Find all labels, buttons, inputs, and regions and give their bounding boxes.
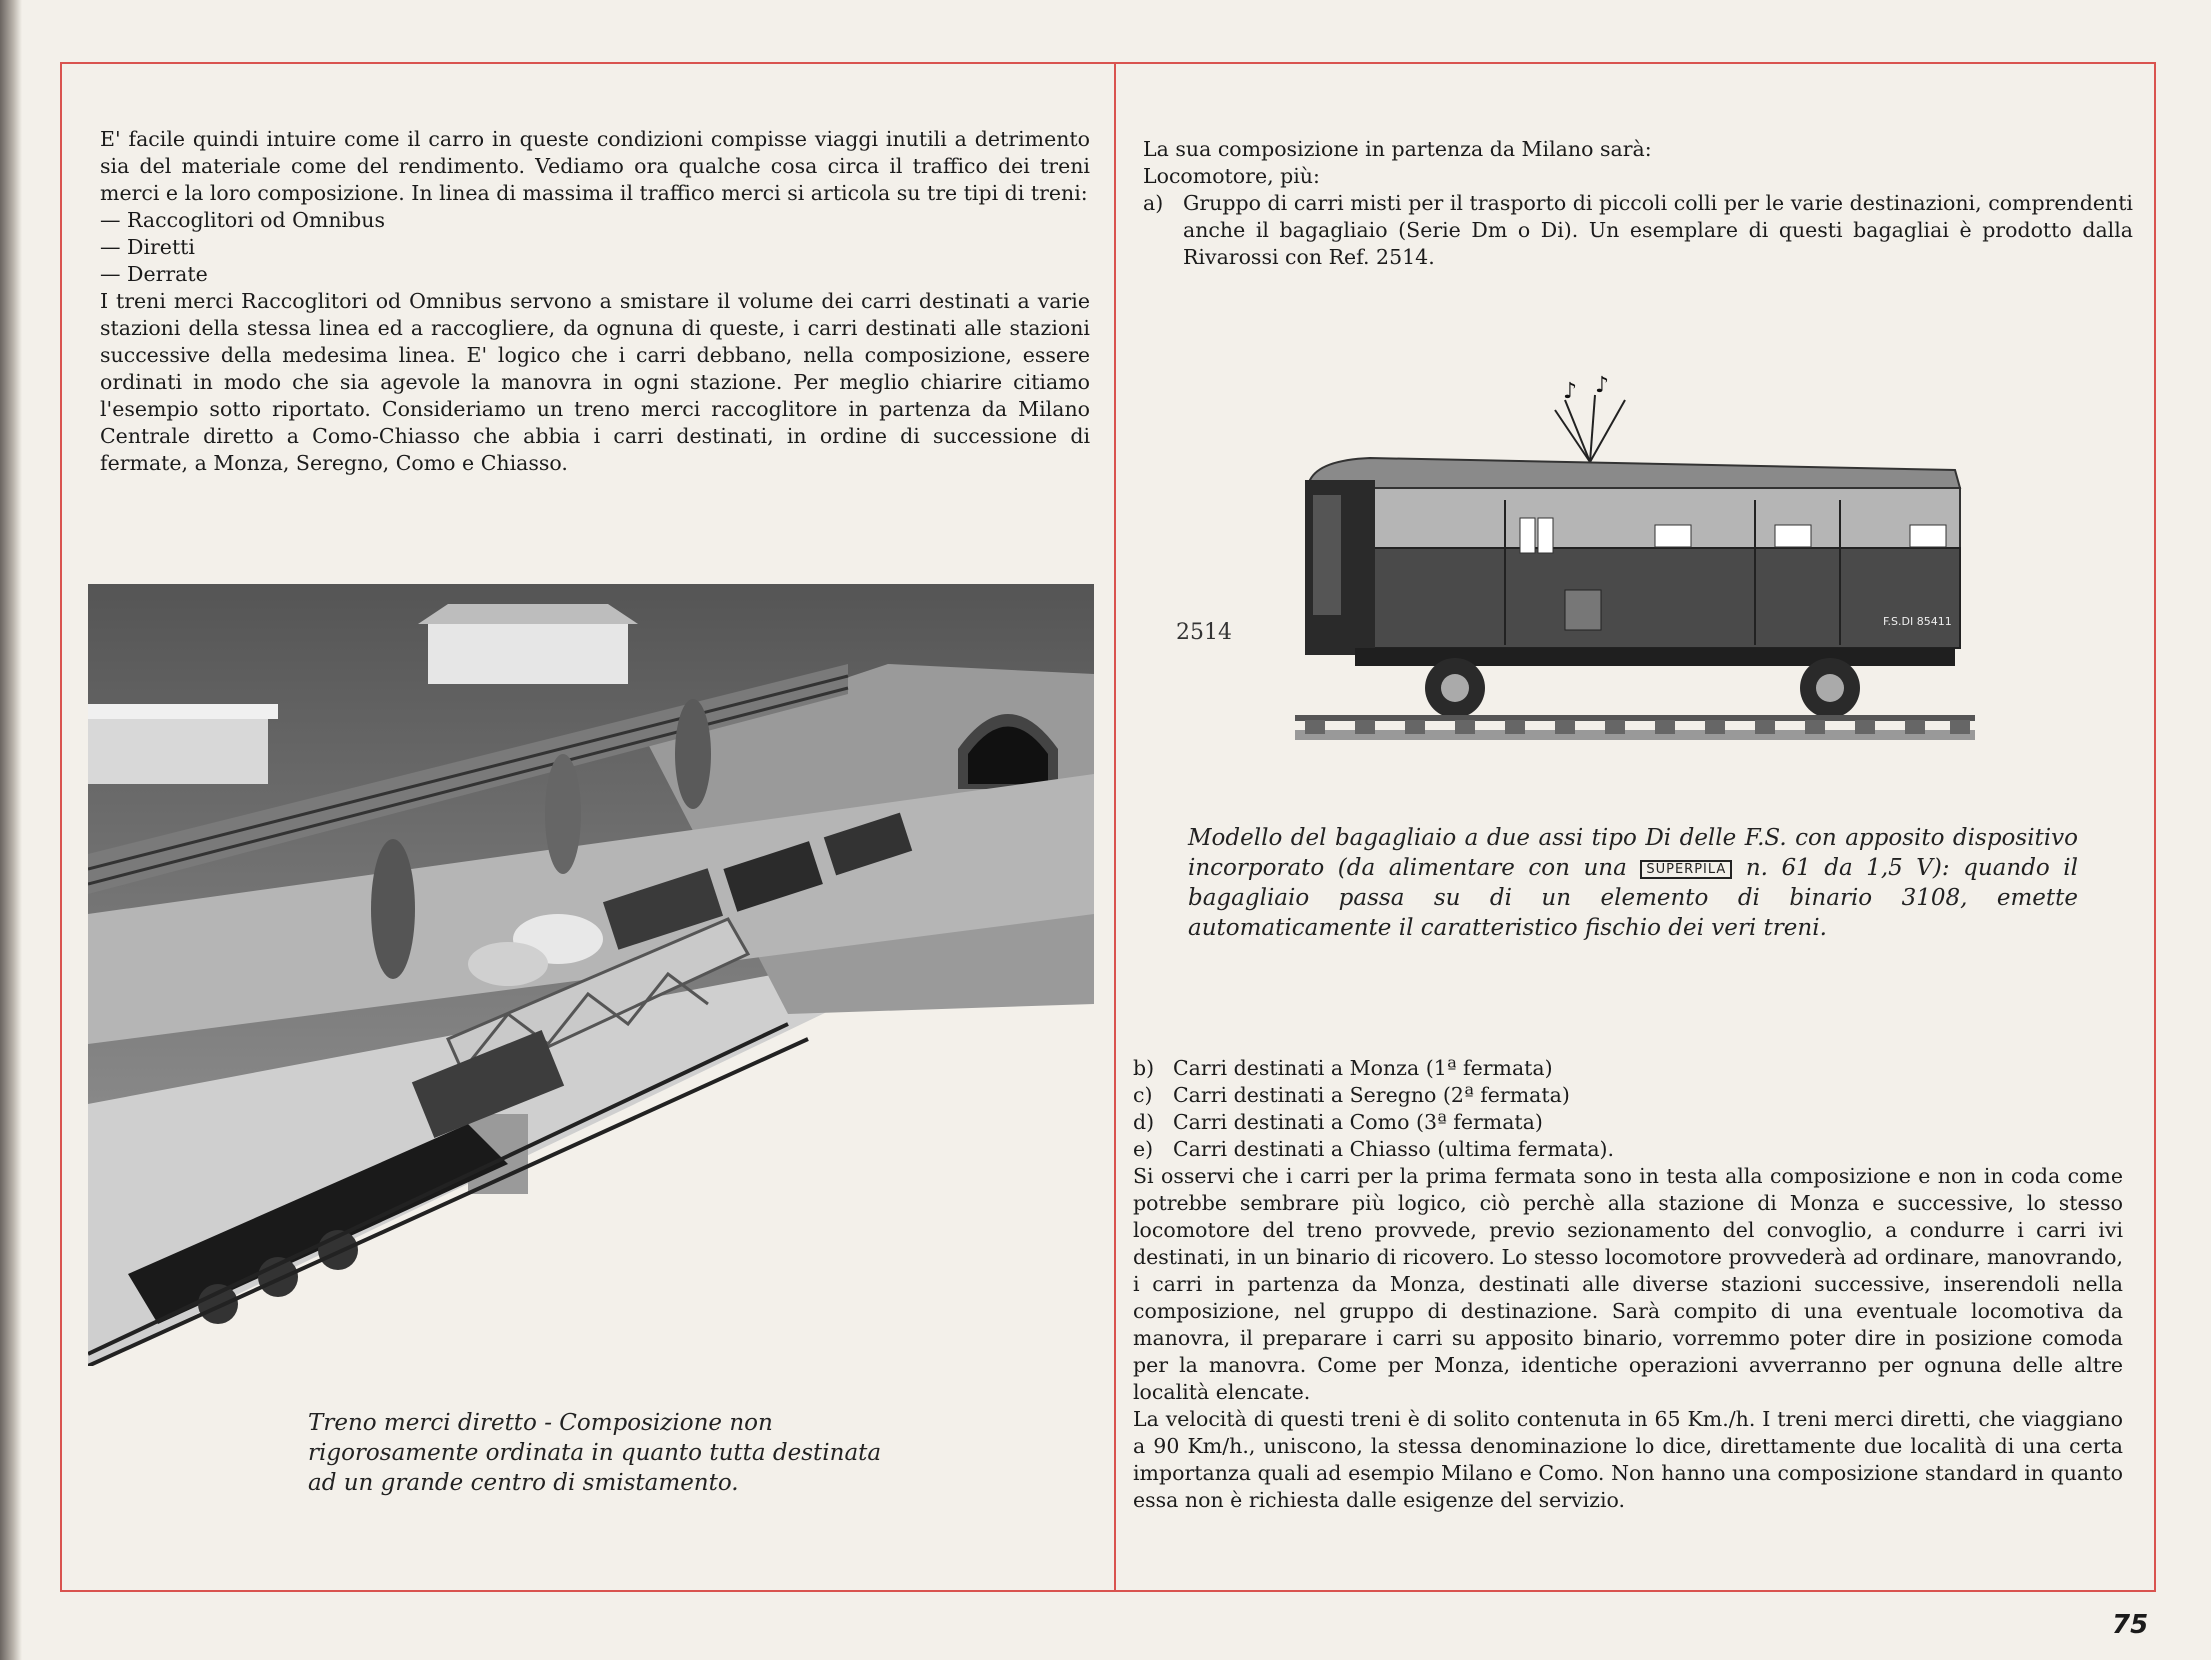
baggage-wagon-illustration <box>1295 370 1975 765</box>
page-binding-shadow <box>0 0 22 1660</box>
item-label: c) <box>1133 1083 1153 1107</box>
model-number: 2514 <box>1176 620 1232 645</box>
item-text: Carri destinati a Seregno (2ª fermata) <box>1173 1083 1570 1107</box>
maneuver-paragraph: Si osservi che i carri per la prima fermata sono in testa alla composizione e non in coda come potrebbe sembrare più logico, ciò perchè alla stazione di Monza e successive, lo stesso locomotore del treno provvede, previo sezionamento del convoglio, a condurre i carri ivi destinati, in un binario di ricovero. Lo stesso locomotore provvederà ad ordinare, manovrando, i carri in partenza da Monza, destinati alle diverse stazioni successive, inserendoli nella composizione, nel gruppo di destinazione. Sarà compito di una eventuale locomotiva da manovra, il preparare i carri su apposito binario, vorremmo poter dire in posizione comoda per la manovra. Come per Monza, identiche operazioni avverranno per ognuna delle altre località elencate. <box>1133 1164 2123 1404</box>
wagon-caption-end: n. 61 da 1,5 V): quando il bagagliaio passa su di un elemento di binario 3108, emette automaticamente il caratteristico fischio dei veri treni. <box>1188 855 2078 941</box>
composition-item-b <box>1133 1055 2123 1082</box>
page-number: 75 <box>2112 1610 2149 1640</box>
photo-caption: Treno merci diretto - Composizione non rigorosamente ordinata in quanto tutta destinata ad un grande centro di smistamento. <box>308 1410 882 1496</box>
superpila-logo: SUPERPILA <box>1640 860 1732 879</box>
composition-item-c <box>1133 1082 2123 1109</box>
item-text: Gruppo di carri misti per il trasporto di piccoli colli per le varie destinazioni, comprendenti anche il bagagliaio (Serie Dm o Di). Un esemplare di questi bagagliai è prodotto dalla Rivarossi con Ref. 2514. <box>1183 191 2133 269</box>
composition-item-e <box>1133 1136 2123 1163</box>
left-column-text <box>100 126 1090 477</box>
item-text: Carri destinati a Como (3ª fermata) <box>1173 1110 1543 1134</box>
body-paragraph: I treni merci Raccoglitori od Omnibus servono a smistare il volume dei carri destinati a varie stazioni della stessa linea ed a raccogliere, da ognuna di queste, i carri destinati alle stazioni successive della medesima linea. E' logico che i carri debbano, nella composizione, essere ordinati in modo che sia agevole la manovra in ogni stazione. Per meglio chiarire citiamo l'esempio sotto riportato. Consideriamo un treno merci raccoglitore in partenza da Milano Centrale diretto a Como-Chiasso che abbia i carri destinati, in ordine di successione di fermate, a Monza, Seregno, Como e Chiasso. <box>100 289 1090 475</box>
composition-item-d <box>1133 1109 2123 1136</box>
svg-text:♪: ♪ <box>1595 373 1610 398</box>
composition-intro: La sua composizione in partenza da Milano sarà: <box>1143 137 1652 161</box>
speed-paragraph: La velocità di questi treni è di solito contenuta in 65 Km./h. I treni merci diretti, che viaggiano a 90 Km/h., uniscono, la stessa denominazione lo dice, direttamente due località di una certa importanza quali ad esempio Milano e Como. Non hanno una composizione standard in quanto essa non è richiesta dalle esigenze del servizio. <box>1133 1407 2123 1512</box>
wagon-caption-start: Modello del bagagliaio a due assi tipo Di delle F.S. con apposito dispositivo incorporato (da alimentare con una <box>1188 825 2078 881</box>
item-label: d) <box>1133 1110 1155 1134</box>
train-layout-photo <box>88 584 1094 1366</box>
column-divider <box>1114 62 1116 1592</box>
item-label: b) <box>1133 1056 1155 1080</box>
train-type-item: — Derrate <box>100 262 208 286</box>
train-type-item: — Diretti <box>100 235 195 259</box>
right-column-bottom-text <box>1133 1055 2123 1514</box>
svg-text:♪: ♪ <box>1563 379 1578 404</box>
composition-locomotive: Locomotore, più: <box>1143 164 1320 188</box>
right-column-top-text <box>1143 136 2133 271</box>
intro-paragraph: E' facile quindi intuire come il carro in queste condizioni compisse viaggi inutili a detrimento sia del materiale come del rendimento. Vediamo ora qualche cosa circa il traffico dei treni merci e la loro composizione. In linea di massima il traffico merci si articola su tre tipi di treni: <box>100 127 1090 205</box>
train-layout-photo-illustration <box>88 584 1094 1366</box>
whistle-sound-icon <box>1555 373 1625 462</box>
train-type-item: — Raccoglitori od Omnibus <box>100 208 385 232</box>
item-label: e) <box>1133 1137 1154 1161</box>
wagon-marking: F.S.DI 85411 <box>1883 615 1952 628</box>
item-label: a) <box>1143 191 1164 215</box>
item-text: Carri destinati a Chiasso (ultima fermata). <box>1173 1137 1615 1161</box>
item-text: Carri destinati a Monza (1ª fermata) <box>1173 1056 1553 1080</box>
wagon-caption <box>1188 823 2078 943</box>
composition-item-a <box>1143 190 2133 271</box>
